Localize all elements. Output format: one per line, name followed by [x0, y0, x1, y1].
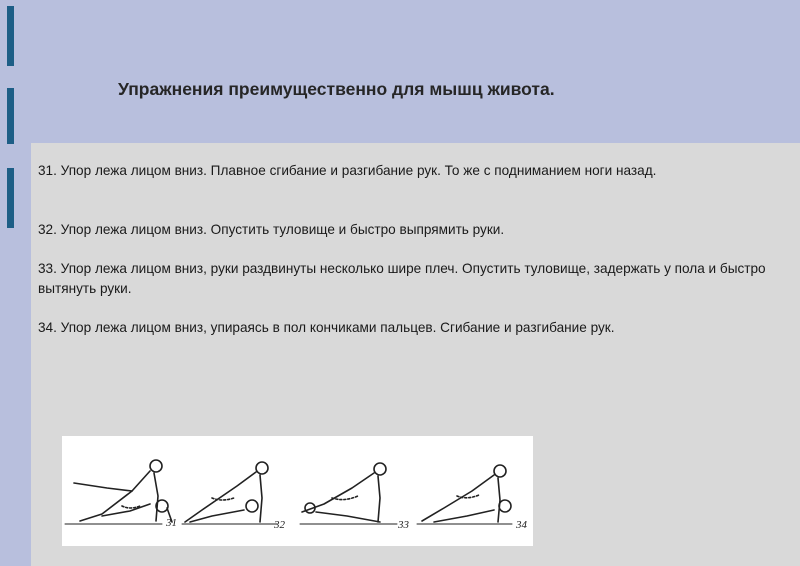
exercise-31-text: 31. Упор лежа лицом вниз. Плавное сгибание и разгибание рук. То же с подниманием ноги назад. [38, 163, 657, 178]
figure-label-34: 34 [516, 519, 527, 531]
accent-bar-top [7, 6, 14, 66]
figure-label-33: 33 [398, 519, 409, 531]
exercise-33-text: 33. Упор лежа лицом вниз, руки раздвинуты несколько шире плеч. Опустить туловище, задержать у пола и быстро вытянуть руки. [38, 261, 766, 296]
slide-title: Упражнения преимущественно для мышц живота. [118, 79, 555, 99]
accent-bar-middle [7, 88, 14, 144]
figure-32 [182, 462, 277, 524]
pushup-figures-drawing [62, 436, 533, 546]
accent-bar-bottom [7, 168, 14, 228]
figure-label-32: 32 [274, 519, 285, 531]
figure-label-31: 31 [166, 517, 177, 529]
figure-34 [417, 465, 512, 524]
exercise-32-text: 32. Упор лежа лицом вниз. Опустить туловище и быстро выпрямить руки. [38, 222, 505, 237]
exercise-illustration [62, 436, 533, 546]
figure-31 [65, 460, 172, 524]
exercise-34-text: 34. Упор лежа лицом вниз, упираясь в пол кончиками пальцев. Сгибание и разгибание рук. [38, 320, 615, 335]
figure-33 [300, 463, 397, 524]
content-panel [31, 143, 800, 566]
